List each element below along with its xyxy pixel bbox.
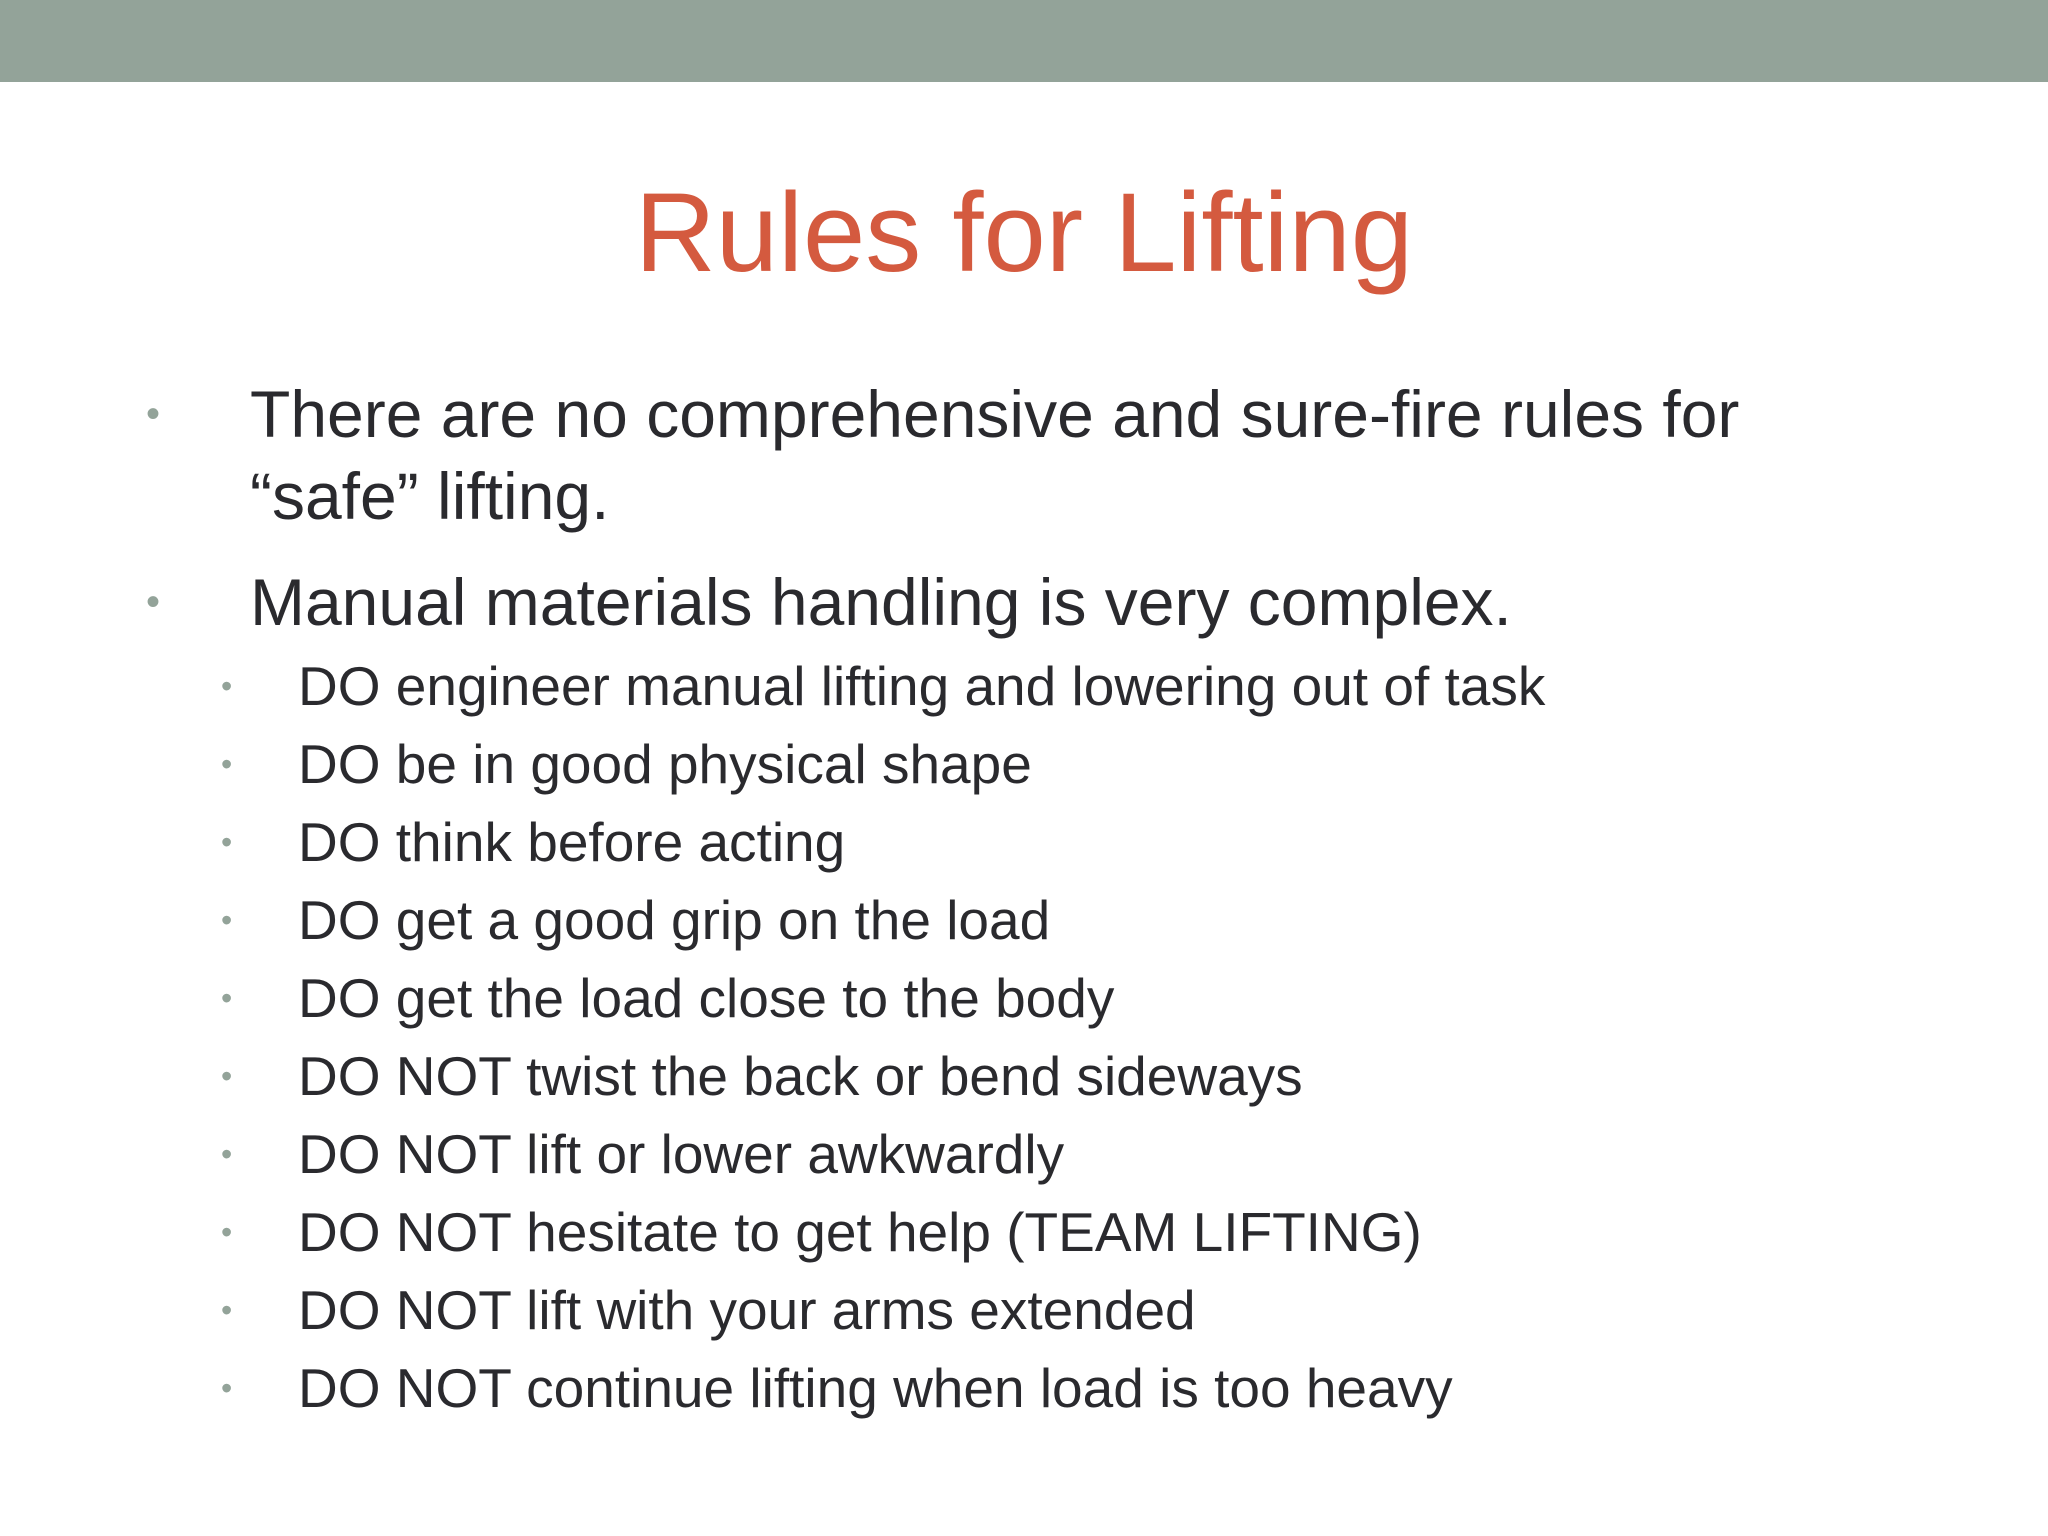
- sub-point-9: DO NOT lift with your arms extended: [298, 1279, 1196, 1341]
- slide-title: Rules for Lifting: [634, 170, 1414, 295]
- sub-point-5: DO get the load close to the body: [298, 967, 1115, 1029]
- sub-point-7: DO NOT lift or lower awkwardly: [298, 1123, 1065, 1185]
- sub-bullet-icon: •: [221, 1292, 233, 1328]
- bullet-point-2: Manual materials handling is very complex.: [250, 565, 1512, 639]
- sub-point-6: DO NOT twist the back or bend sideways: [298, 1045, 1303, 1107]
- sub-point-10: DO NOT continue lifting when load is too heavy: [298, 1357, 1453, 1419]
- sub-bullet-icon: •: [221, 1370, 233, 1406]
- sub-bullet-icon: •: [221, 980, 233, 1016]
- sub-point-2: DO be in good physical shape: [298, 733, 1032, 795]
- sub-bullet-icon: •: [221, 902, 233, 938]
- sub-bullet-icon: •: [221, 1136, 233, 1172]
- sub-point-1: DO engineer manual lifting and lowering out of task: [298, 655, 1546, 717]
- sub-bullet-icon: •: [221, 668, 233, 704]
- sub-bullet-icon: •: [221, 824, 233, 860]
- sub-bullet-icon: •: [221, 1058, 233, 1094]
- sub-point-8: DO NOT hesitate to get help (TEAM LIFTING): [298, 1201, 1422, 1263]
- sub-bullet-icon: •: [221, 1214, 233, 1250]
- top-accent-bar: [0, 0, 2048, 82]
- bullet-point-1: There are no comprehensive and sure-fire rules for “safe” lifting.: [250, 377, 1740, 533]
- sub-bullet-icon: •: [221, 746, 233, 782]
- bullet-icon: •: [146, 392, 161, 436]
- sub-point-4: DO get a good grip on the load: [298, 889, 1051, 951]
- bullet-icon: •: [146, 580, 161, 624]
- sub-point-3: DO think before acting: [298, 811, 846, 873]
